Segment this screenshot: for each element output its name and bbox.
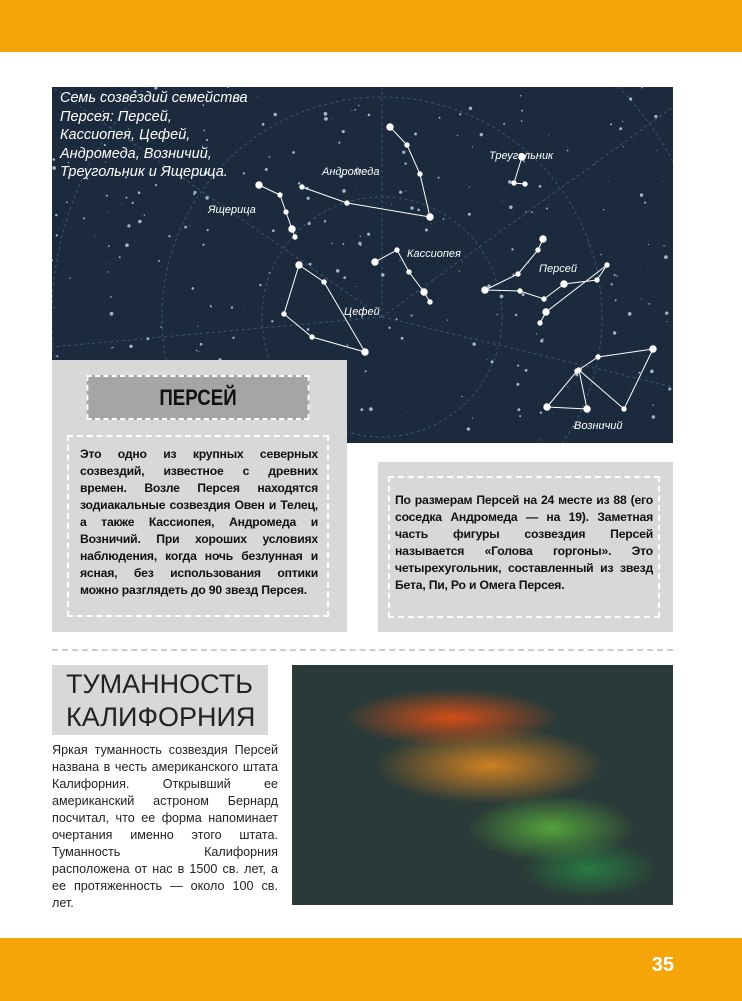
- background-star: [629, 97, 632, 100]
- background-star: [644, 202, 646, 204]
- constellation-star: [518, 289, 522, 293]
- constellation-star: [297, 263, 301, 267]
- background-star: [360, 236, 361, 237]
- constellation-star: [405, 143, 409, 147]
- top-band: [0, 0, 742, 52]
- background-star: [298, 182, 300, 184]
- constellation-star: [322, 280, 326, 284]
- background-star: [520, 95, 522, 97]
- background-star: [517, 364, 519, 366]
- background-star: [354, 109, 356, 111]
- page-number: 35: [651, 954, 674, 976]
- background-star: [443, 218, 445, 220]
- background-star: [613, 331, 616, 334]
- background-star: [594, 164, 595, 165]
- background-star: [127, 224, 130, 227]
- background-star: [396, 318, 398, 320]
- background-star: [472, 342, 476, 346]
- background-star: [324, 220, 326, 222]
- background-star: [509, 205, 513, 209]
- background-star: [539, 185, 542, 188]
- background-star: [508, 180, 512, 184]
- perseus-text: Это одно из крупных северных созвездий, известное с древних времен. Возле Персея находятся зодиакальные созвездия Овен и Телец, а также Кассиопея, Андромеда и Возничий. При хороших условиях наблюдения, когда ночь безлунная и ясная, без использования оптики можно разглядеть до 90 звезд Персея.: [80, 447, 318, 597]
- constellation-star: [523, 182, 527, 186]
- background-star: [66, 201, 68, 203]
- constellation-star: [300, 185, 304, 189]
- background-star: [600, 254, 601, 255]
- constellation-star: [372, 259, 378, 265]
- background-star: [657, 150, 658, 151]
- label-lacerta: Ящерица: [208, 204, 256, 216]
- constellation-star: [293, 235, 297, 239]
- background-star: [664, 255, 668, 259]
- background-star: [257, 96, 258, 97]
- background-star: [379, 199, 380, 200]
- background-star: [184, 226, 187, 229]
- background-star: [343, 276, 346, 279]
- background-star: [309, 263, 312, 266]
- background-star: [640, 193, 643, 196]
- background-star: [265, 168, 268, 171]
- constellation-star: [538, 321, 542, 325]
- background-star: [516, 383, 519, 386]
- background-star: [672, 92, 673, 93]
- background-star: [548, 134, 549, 135]
- constellation-star: [577, 368, 581, 372]
- constellation-star: [536, 248, 540, 252]
- constellation-star: [542, 297, 546, 301]
- background-star: [662, 181, 663, 182]
- background-star: [667, 321, 668, 322]
- background-star: [467, 427, 470, 430]
- background-star: [546, 208, 548, 210]
- background-star: [269, 156, 271, 158]
- constellation-star: [278, 193, 282, 197]
- background-star: [307, 197, 310, 200]
- background-star: [480, 133, 483, 136]
- nebula-text: Яркая туманность созвездия Персей названа в честь американского штата Калифорния. Открывший ее американский астроном Бернард посчитал, что ее форма напоминает очертания именно этого штата. Туманность Калифорния расположена от нас в 1500 св. лет, а ее протяженность — около 100 св. лет.: [52, 743, 278, 910]
- background-star: [648, 303, 650, 305]
- perseus-info-box: [52, 360, 347, 632]
- background-star: [391, 204, 392, 205]
- background-star: [129, 345, 132, 348]
- background-star: [478, 298, 479, 299]
- background-star: [622, 121, 623, 122]
- background-star: [653, 404, 654, 405]
- background-star: [588, 244, 589, 245]
- background-star: [469, 186, 470, 187]
- background-star: [356, 286, 357, 287]
- background-star: [359, 244, 361, 246]
- background-star: [497, 314, 498, 315]
- background-star: [347, 344, 348, 345]
- label-cassiopeia: Кассиопея: [407, 248, 461, 260]
- background-star: [536, 333, 537, 334]
- background-star: [132, 202, 134, 204]
- background-star: [411, 314, 413, 316]
- background-star: [388, 327, 390, 329]
- background-star: [119, 256, 121, 258]
- background-star: [331, 243, 332, 244]
- background-star: [106, 195, 108, 197]
- background-star: [56, 355, 58, 357]
- constellation-star: [407, 270, 411, 274]
- constellation-star: [512, 181, 516, 185]
- constellation-star: [362, 349, 368, 355]
- background-star: [207, 229, 209, 231]
- constellation-star: [545, 405, 549, 409]
- background-star: [269, 272, 270, 273]
- background-star: [652, 415, 655, 418]
- background-star: [457, 135, 458, 136]
- background-star: [461, 396, 462, 397]
- constellation-star: [482, 287, 488, 293]
- background-star: [414, 133, 417, 136]
- background-star: [111, 347, 112, 348]
- label-auriga: Возничий: [574, 420, 623, 432]
- background-star: [540, 411, 542, 413]
- bottom-band: [0, 938, 742, 1001]
- constellation-star: [561, 281, 567, 287]
- background-star: [410, 206, 413, 209]
- background-star: [244, 306, 245, 307]
- background-star: [69, 277, 70, 278]
- background-star: [202, 244, 204, 246]
- background-star: [608, 181, 609, 182]
- background-star: [109, 263, 110, 264]
- background-star: [211, 307, 212, 308]
- background-star: [459, 271, 460, 272]
- background-star: [521, 120, 523, 122]
- constellation-star: [418, 172, 422, 176]
- background-star: [273, 113, 276, 116]
- background-star: [231, 306, 233, 308]
- background-star: [112, 347, 113, 348]
- background-star: [342, 130, 345, 133]
- background-star: [355, 186, 356, 187]
- background-star: [381, 273, 385, 277]
- background-star: [94, 236, 95, 237]
- background-star: [515, 314, 517, 316]
- background-star: [272, 229, 275, 232]
- background-star: [55, 214, 57, 216]
- background-star: [259, 284, 261, 286]
- constellation-star: [310, 335, 314, 339]
- background-star: [324, 117, 328, 121]
- constellation-star: [421, 289, 427, 295]
- background-star: [138, 191, 141, 194]
- background-star: [160, 326, 162, 328]
- background-star: [503, 123, 505, 125]
- background-star: [107, 212, 108, 213]
- background-star: [122, 203, 123, 204]
- background-star: [439, 117, 441, 119]
- constellation-star: [289, 226, 295, 232]
- constellation-star: [540, 236, 546, 242]
- perseus-title: ПЕРСЕЙ: [87, 375, 310, 420]
- background-star: [399, 260, 400, 261]
- background-star: [468, 213, 471, 216]
- background-star: [511, 248, 513, 250]
- background-star: [405, 190, 406, 191]
- background-star: [351, 110, 352, 111]
- background-star: [358, 105, 359, 106]
- california-nebula-photo: [292, 665, 673, 905]
- background-star: [438, 177, 440, 179]
- background-star: [433, 279, 434, 280]
- background-star: [623, 146, 624, 147]
- section-divider: [52, 649, 673, 651]
- background-star: [567, 147, 568, 148]
- constellation-star: [387, 124, 393, 130]
- constellation-star: [282, 312, 286, 316]
- background-star: [517, 408, 520, 411]
- background-star: [430, 223, 431, 224]
- background-star: [668, 388, 671, 391]
- background-star: [52, 259, 53, 261]
- background-star: [665, 311, 668, 314]
- background-star: [619, 127, 622, 130]
- background-star: [367, 233, 370, 236]
- background-star: [368, 114, 371, 117]
- background-star: [190, 226, 191, 227]
- background-star: [522, 293, 525, 296]
- background-star: [611, 283, 613, 285]
- background-star: [417, 209, 420, 212]
- background-star: [53, 158, 56, 161]
- background-star: [425, 229, 428, 232]
- background-star: [567, 387, 568, 388]
- background-star: [472, 417, 473, 418]
- background-star: [472, 146, 473, 147]
- label-perseus: Персей: [539, 263, 577, 275]
- background-star: [540, 339, 543, 342]
- background-star: [271, 320, 273, 322]
- background-star: [647, 270, 648, 271]
- size-info-box: [378, 462, 673, 632]
- background-star: [614, 274, 616, 276]
- background-star: [193, 193, 195, 195]
- background-star: [616, 275, 617, 276]
- background-star: [107, 271, 108, 272]
- background-star: [336, 269, 339, 272]
- label-cepheus: Цефей: [344, 306, 380, 318]
- background-star: [638, 372, 640, 374]
- background-star: [406, 412, 407, 413]
- background-star: [196, 350, 198, 352]
- background-star: [490, 435, 491, 436]
- background-star: [227, 87, 229, 88]
- background-star: [615, 299, 617, 301]
- constellation-star: [427, 214, 433, 220]
- background-star: [158, 260, 160, 262]
- background-star: [475, 338, 476, 339]
- constellation-star: [516, 272, 520, 276]
- background-star: [125, 197, 127, 199]
- background-star: [54, 307, 55, 308]
- label-andromeda: Андромеда: [322, 166, 380, 178]
- constellation-star: [428, 300, 432, 304]
- background-star: [628, 312, 632, 316]
- background-star: [138, 220, 142, 224]
- background-star: [603, 209, 604, 210]
- background-star: [342, 243, 344, 245]
- background-star: [365, 370, 367, 372]
- constellation-star: [605, 263, 609, 267]
- background-star: [663, 245, 664, 246]
- background-star: [308, 222, 311, 225]
- background-star: [641, 299, 642, 300]
- background-star: [521, 110, 523, 112]
- background-star: [232, 337, 234, 339]
- background-star: [307, 328, 310, 331]
- background-star: [541, 439, 542, 440]
- background-star: [401, 337, 404, 340]
- background-star: [502, 201, 503, 202]
- background-star: [331, 119, 332, 120]
- background-star: [125, 243, 129, 247]
- nebula-title: ТУМАННОСТЬ КАЛИФОРНИЯ: [52, 665, 268, 735]
- background-star: [404, 162, 406, 164]
- background-star: [610, 123, 612, 125]
- background-star: [650, 370, 654, 374]
- background-star: [292, 151, 295, 154]
- background-star: [146, 337, 149, 340]
- background-star: [110, 312, 114, 316]
- background-star: [155, 184, 157, 186]
- background-star: [399, 191, 402, 194]
- background-star: [144, 215, 145, 216]
- background-star: [52, 166, 56, 170]
- background-star: [191, 287, 194, 290]
- background-star: [210, 305, 212, 307]
- background-star: [500, 295, 504, 299]
- background-star: [591, 320, 592, 321]
- background-star: [531, 211, 533, 213]
- background-star: [487, 359, 488, 360]
- background-star: [324, 112, 328, 116]
- background-star: [469, 107, 472, 110]
- background-star: [168, 235, 170, 237]
- map-caption: Семь созвездий семейства Персея: Персей, Кассиопея, Цефей, Андромеда, Возничий, Треугольник и Ящерица.: [60, 90, 248, 180]
- background-star: [200, 343, 203, 346]
- constellation-star: [650, 346, 656, 352]
- background-star: [205, 196, 209, 200]
- constellation-star: [345, 201, 349, 205]
- background-star: [465, 337, 466, 338]
- background-star: [110, 296, 112, 298]
- background-star: [369, 407, 373, 411]
- background-star: [447, 320, 448, 321]
- background-star: [83, 217, 85, 219]
- size-text: По размерам Персей на 24 месте из 88 (его соседка Андромеда — на 19). Заметная часть фигуры созвездия Персей называется «Голова горгоны». Это четырехугольник, составленный из звезд Бета, Пи, Ро и Омега Персея.: [395, 493, 653, 592]
- constellation-star: [284, 210, 288, 214]
- constellation-star: [256, 182, 262, 188]
- constellation-star: [622, 407, 626, 411]
- background-star: [525, 369, 528, 372]
- background-star: [56, 234, 58, 236]
- background-star: [525, 211, 527, 213]
- background-star: [491, 360, 494, 363]
- background-star: [462, 261, 463, 262]
- constellation-star: [596, 355, 600, 359]
- background-star: [654, 115, 657, 118]
- background-star: [459, 113, 461, 115]
- background-star: [519, 415, 521, 417]
- background-star: [108, 245, 110, 247]
- constellation-star: [595, 278, 599, 282]
- background-star: [360, 408, 363, 411]
- background-star: [198, 351, 199, 352]
- background-star: [262, 123, 265, 126]
- constellation-star: [584, 406, 590, 412]
- background-star: [197, 326, 198, 327]
- background-star: [648, 244, 649, 245]
- constellation-star: [395, 248, 399, 252]
- background-star: [342, 189, 346, 193]
- background-star: [338, 142, 340, 144]
- background-star: [567, 150, 569, 152]
- label-triangulum: Треугольник: [489, 150, 554, 162]
- background-star: [641, 87, 643, 88]
- background-star: [402, 151, 405, 154]
- constellation-star: [543, 309, 549, 315]
